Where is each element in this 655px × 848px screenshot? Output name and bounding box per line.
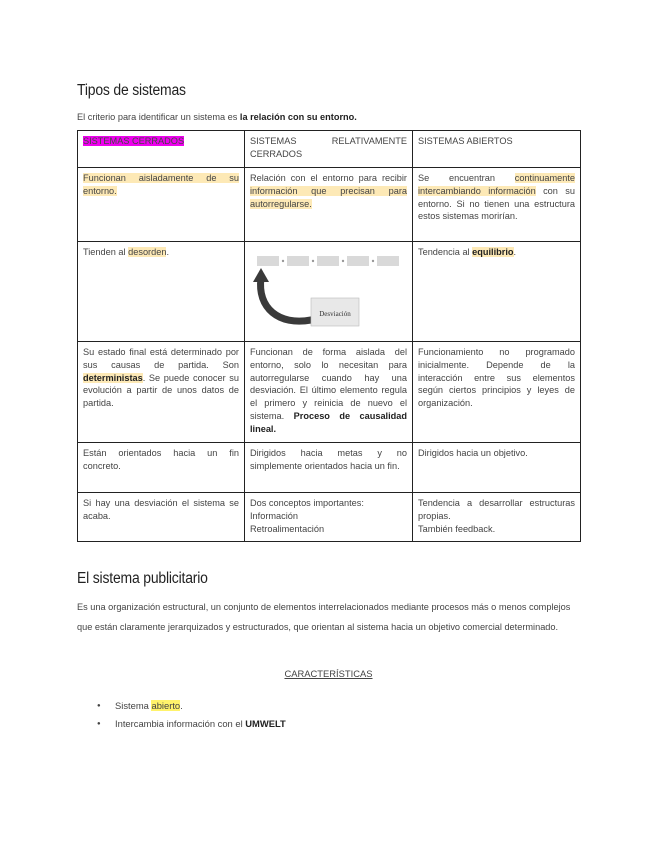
table-row <box>78 242 581 342</box>
arrow-head-icon <box>253 268 269 282</box>
feedback-arrow <box>261 278 311 321</box>
table-cell: Dirigidos hacia un objetivo. <box>413 443 581 493</box>
intro-text: El criterio para identificar un sistema es la relación con su entorno. <box>77 112 357 122</box>
diagram-dot <box>342 260 344 262</box>
diagram-dot <box>372 260 374 262</box>
feedback-diagram <box>249 248 407 338</box>
systems-table <box>77 130 581 542</box>
table-cell: Dirigidos hacia metas y no simplemente orientados hacia un fin. <box>245 443 413 493</box>
table-cell: Si hay una desviación el sistema se acaba. <box>78 493 245 542</box>
diagram-box <box>377 256 399 266</box>
table-cell: Funcionamiento no programado inicialmente. Depende de la interacción entre sus elementos según ciertos principios y leyes de organización. <box>413 342 581 443</box>
list-item: ● Sistema abierto. <box>77 697 286 715</box>
characteristics-list <box>77 697 286 733</box>
table-row <box>78 168 581 242</box>
section-title-publicitario: El sistema publicitario <box>77 570 208 587</box>
characteristics-heading: CARACTERÍSTICAS <box>284 668 373 679</box>
diagram-box <box>257 256 279 266</box>
intro-bold: la relación con su entorno. <box>239 112 357 122</box>
header-cell: SISTEMAS RELATIVAMENTE CERRADOS <box>245 131 413 168</box>
section-title-tipos: Tipos de sistemas <box>77 82 186 99</box>
diagram-dot <box>282 260 284 262</box>
table-row <box>78 342 581 443</box>
list-item: ● Intercambia información con el UMWELT <box>77 715 286 733</box>
table-row <box>78 493 581 542</box>
table-row <box>78 443 581 493</box>
table-cell <box>245 242 413 342</box>
table-cell: Tienden al desorden. <box>78 242 245 342</box>
diagram-box <box>287 256 309 266</box>
table-cell: Se encuentran continuamente intercambiando información con su entorno. Si no tienen una estructura estos sistemas morirían. <box>413 168 581 242</box>
table-cell: Dos conceptos importantes: Información Retroalimentación <box>245 493 413 542</box>
header-cell: SISTEMAS CERRADOS <box>78 131 245 168</box>
diagram-dot <box>312 260 314 262</box>
diagram-box <box>317 256 339 266</box>
table-cell: Tendencia a desarrollar estructuras propias. También feedback. <box>413 493 581 542</box>
table-cell: Tendencia al equilibrio. <box>413 242 581 342</box>
table-cell: Funcionan aisladamente de su entorno. <box>78 168 245 242</box>
table-cell: Relación con el entorno para recibir información que precisan para autorregularse. <box>245 168 413 242</box>
section-paragraph: Es una organización estructural, un conjunto de elementos interrelacionados mediante procesos más o menos complejos que están claramente jerarquizados y estructurados, que orientan al sistema hacia un objetivo comercial determinado. <box>77 602 571 632</box>
diagram-box <box>347 256 369 266</box>
table-header-row <box>78 131 581 168</box>
table-cell: Funcionan de forma aislada del entorno, solo lo necesitan para autorregularse cuando hay una desviación. El último elemento regula el primero y reinicia de nuevo el sistema. Proceso de causalidad lineal. <box>245 342 413 443</box>
table-cell: Están orientados hacia un fin concreto. <box>78 443 245 493</box>
deviation-label: Desviación <box>319 310 351 318</box>
table-cell: Su estado final está determinado por sus causas de partida. Son deterministas. Se puede conocer su evolución a partir de unos datos de partida. <box>78 342 245 443</box>
header-cell: SISTEMAS ABIERTOS <box>413 131 581 168</box>
